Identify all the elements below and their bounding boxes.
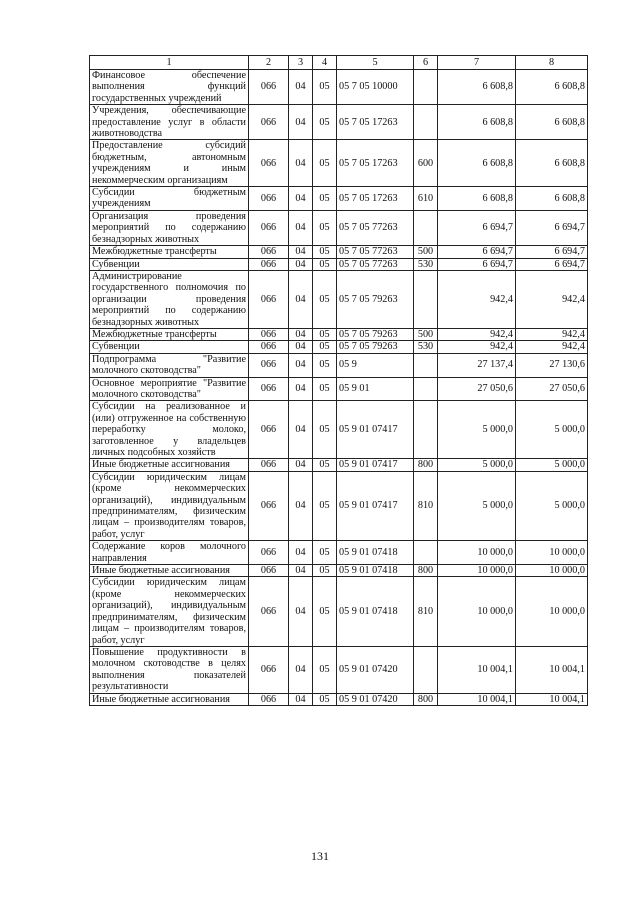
target-article-code: 05 9 01 07420 bbox=[337, 646, 414, 693]
amount-year-1: 6 694,7 bbox=[438, 246, 516, 258]
table-row bbox=[90, 693, 588, 705]
amount-year-2: 6 608,8 bbox=[516, 187, 588, 211]
expense-type-code: 800 bbox=[414, 459, 438, 471]
subsection-code: 05 bbox=[313, 328, 337, 340]
amount-year-2: 6 608,8 bbox=[516, 70, 588, 105]
ministry-code: 066 bbox=[249, 70, 289, 105]
table-row bbox=[90, 646, 588, 693]
expenditure-name: Основное мероприятие "Развитие молочного скотоводства" bbox=[90, 377, 249, 401]
section-code: 04 bbox=[289, 693, 313, 705]
subsection-code: 05 bbox=[313, 471, 337, 540]
expenditure-name: Межбюджетные трансферты bbox=[90, 328, 249, 340]
expense-type-code: 800 bbox=[414, 565, 438, 577]
ministry-code: 066 bbox=[249, 459, 289, 471]
table-row bbox=[90, 187, 588, 211]
section-code: 04 bbox=[289, 459, 313, 471]
expenditure-name: Организация проведения мероприятий по содержанию безнадзорных животных bbox=[90, 210, 249, 245]
ministry-code: 066 bbox=[249, 246, 289, 258]
target-article-code: 05 7 05 77263 bbox=[337, 246, 414, 258]
expenditure-name: Субвенции bbox=[90, 258, 249, 270]
subsection-code: 05 bbox=[313, 646, 337, 693]
ministry-code: 066 bbox=[249, 328, 289, 340]
target-article-code: 05 7 05 17263 bbox=[337, 140, 414, 187]
amount-year-1: 10 000,0 bbox=[438, 541, 516, 565]
amount-year-2: 6 694,7 bbox=[516, 210, 588, 245]
target-article-code: 05 9 01 07418 bbox=[337, 577, 414, 646]
expense-type-code bbox=[414, 377, 438, 401]
table-row bbox=[90, 70, 588, 105]
expense-type-code bbox=[414, 541, 438, 565]
expenditure-name: Предоставление субсидий бюджетным, автономным учреждениям и иным некоммерческим организациям bbox=[90, 140, 249, 187]
expense-type-code bbox=[414, 401, 438, 459]
ministry-code: 066 bbox=[249, 541, 289, 565]
column-header: 5 bbox=[337, 56, 414, 70]
amount-year-2: 6 694,7 bbox=[516, 246, 588, 258]
target-article-code: 05 7 05 79263 bbox=[337, 328, 414, 340]
ministry-code: 066 bbox=[249, 401, 289, 459]
target-article-code: 05 7 05 17263 bbox=[337, 105, 414, 140]
amount-year-1: 10 000,0 bbox=[438, 565, 516, 577]
column-header: 8 bbox=[516, 56, 588, 70]
expenditure-name: Содержание коров молочного направления bbox=[90, 541, 249, 565]
expenditure-name: Повышение продуктивности в молочном скотоводстве в целях выполнения показателей результативности bbox=[90, 646, 249, 693]
subsection-code: 05 bbox=[313, 693, 337, 705]
subsection-code: 05 bbox=[313, 341, 337, 353]
subsection-code: 05 bbox=[313, 577, 337, 646]
amount-year-2: 10 004,1 bbox=[516, 646, 588, 693]
section-code: 04 bbox=[289, 377, 313, 401]
subsection-code: 05 bbox=[313, 459, 337, 471]
ministry-code: 066 bbox=[249, 577, 289, 646]
column-header: 6 bbox=[414, 56, 438, 70]
amount-year-1: 10 004,1 bbox=[438, 693, 516, 705]
column-header: 3 bbox=[289, 56, 313, 70]
subsection-code: 05 bbox=[313, 70, 337, 105]
target-article-code: 05 9 01 bbox=[337, 377, 414, 401]
ministry-code: 066 bbox=[249, 565, 289, 577]
table-body bbox=[90, 70, 588, 706]
section-code: 04 bbox=[289, 471, 313, 540]
amount-year-2: 6 608,8 bbox=[516, 140, 588, 187]
target-article-code: 05 9 01 07417 bbox=[337, 471, 414, 540]
table-row bbox=[90, 541, 588, 565]
section-code: 04 bbox=[289, 328, 313, 340]
amount-year-1: 27 050,6 bbox=[438, 377, 516, 401]
ministry-code: 066 bbox=[249, 187, 289, 211]
amount-year-1: 5 000,0 bbox=[438, 401, 516, 459]
target-article-code: 05 9 01 07418 bbox=[337, 541, 414, 565]
amount-year-1: 27 137,4 bbox=[438, 353, 516, 377]
section-code: 04 bbox=[289, 70, 313, 105]
amount-year-1: 6 694,7 bbox=[438, 210, 516, 245]
ministry-code: 066 bbox=[249, 140, 289, 187]
subsection-code: 05 bbox=[313, 353, 337, 377]
expenditure-name: Финансовое обеспечение выполнения функций государственных учреждений bbox=[90, 70, 249, 105]
table-row bbox=[90, 471, 588, 540]
target-article-code: 05 9 01 07418 bbox=[337, 565, 414, 577]
section-code: 04 bbox=[289, 646, 313, 693]
target-article-code: 05 7 05 17263 bbox=[337, 187, 414, 211]
budget-table bbox=[89, 55, 588, 706]
ministry-code: 066 bbox=[249, 258, 289, 270]
amount-year-1: 10 004,1 bbox=[438, 646, 516, 693]
table-row bbox=[90, 577, 588, 646]
expense-type-code: 600 bbox=[414, 140, 438, 187]
expense-type-code bbox=[414, 70, 438, 105]
subsection-code: 05 bbox=[313, 140, 337, 187]
amount-year-1: 942,4 bbox=[438, 341, 516, 353]
ministry-code: 066 bbox=[249, 270, 289, 328]
section-code: 04 bbox=[289, 401, 313, 459]
table-row bbox=[90, 270, 588, 328]
amount-year-2: 10 000,0 bbox=[516, 541, 588, 565]
ministry-code: 066 bbox=[249, 341, 289, 353]
column-header: 1 bbox=[90, 56, 249, 70]
subsection-code: 05 bbox=[313, 105, 337, 140]
section-code: 04 bbox=[289, 353, 313, 377]
table-row bbox=[90, 105, 588, 140]
amount-year-2: 6 608,8 bbox=[516, 105, 588, 140]
section-code: 04 bbox=[289, 258, 313, 270]
amount-year-1: 5 000,0 bbox=[438, 471, 516, 540]
ministry-code: 066 bbox=[249, 693, 289, 705]
expense-type-code bbox=[414, 270, 438, 328]
amount-year-1: 6 608,8 bbox=[438, 140, 516, 187]
expense-type-code: 500 bbox=[414, 328, 438, 340]
section-code: 04 bbox=[289, 140, 313, 187]
expenditure-name: Субсидии юридическим лицам (кроме некоммерческих организаций), индивидуальным предпринимателям, физическим лицам – производителям товаров, работ, услуг bbox=[90, 577, 249, 646]
amount-year-2: 10 000,0 bbox=[516, 565, 588, 577]
table-row bbox=[90, 377, 588, 401]
target-article-code: 05 7 05 79263 bbox=[337, 270, 414, 328]
target-article-code: 05 7 05 79263 bbox=[337, 341, 414, 353]
amount-year-1: 942,4 bbox=[438, 328, 516, 340]
target-article-code: 05 9 bbox=[337, 353, 414, 377]
section-code: 04 bbox=[289, 270, 313, 328]
target-article-code: 05 9 01 07420 bbox=[337, 693, 414, 705]
table-row bbox=[90, 140, 588, 187]
section-code: 04 bbox=[289, 541, 313, 565]
expenditure-name: Субсидии на реализованное и (или) отгруженное на собственную переработку молоко, заготовленное у владельцев личных подсобных хозяйств bbox=[90, 401, 249, 459]
target-article-code: 05 7 05 77263 bbox=[337, 258, 414, 270]
expense-type-code bbox=[414, 105, 438, 140]
expense-type-code: 610 bbox=[414, 187, 438, 211]
amount-year-2: 942,4 bbox=[516, 341, 588, 353]
amount-year-2: 27 130,6 bbox=[516, 353, 588, 377]
amount-year-2: 6 694,7 bbox=[516, 258, 588, 270]
amount-year-1: 5 000,0 bbox=[438, 459, 516, 471]
table-row bbox=[90, 258, 588, 270]
expenditure-name: Межбюджетные трансферты bbox=[90, 246, 249, 258]
expenditure-name: Подпрограмма "Развитие молочного скотоводства" bbox=[90, 353, 249, 377]
amount-year-1: 6 608,8 bbox=[438, 70, 516, 105]
amount-year-2: 942,4 bbox=[516, 328, 588, 340]
section-code: 04 bbox=[289, 341, 313, 353]
target-article-code: 05 7 05 77263 bbox=[337, 210, 414, 245]
expense-type-code bbox=[414, 210, 438, 245]
table-row bbox=[90, 401, 588, 459]
expense-type-code bbox=[414, 646, 438, 693]
expense-type-code: 810 bbox=[414, 577, 438, 646]
expense-type-code: 800 bbox=[414, 693, 438, 705]
column-header: 2 bbox=[249, 56, 289, 70]
table-row bbox=[90, 328, 588, 340]
amount-year-2: 5 000,0 bbox=[516, 401, 588, 459]
expenditure-name: Иные бюджетные ассигнования bbox=[90, 459, 249, 471]
amount-year-2: 10 000,0 bbox=[516, 577, 588, 646]
subsection-code: 05 bbox=[313, 401, 337, 459]
amount-year-2: 5 000,0 bbox=[516, 471, 588, 540]
expense-type-code: 500 bbox=[414, 246, 438, 258]
amount-year-1: 6 608,8 bbox=[438, 105, 516, 140]
expenditure-name: Субсидии бюджетным учреждениям bbox=[90, 187, 249, 211]
column-header: 7 bbox=[438, 56, 516, 70]
ministry-code: 066 bbox=[249, 471, 289, 540]
table-row bbox=[90, 565, 588, 577]
subsection-code: 05 bbox=[313, 270, 337, 328]
expenditure-name: Администрирование государственного полномочия по организации проведения мероприятий по содержанию безнадзорных животных bbox=[90, 270, 249, 328]
table-row bbox=[90, 341, 588, 353]
subsection-code: 05 bbox=[313, 541, 337, 565]
target-article-code: 05 9 01 07417 bbox=[337, 459, 414, 471]
amount-year-2: 942,4 bbox=[516, 270, 588, 328]
table-row bbox=[90, 210, 588, 245]
page-number: 131 bbox=[311, 849, 329, 863]
amount-year-1: 942,4 bbox=[438, 270, 516, 328]
expenditure-name: Иные бюджетные ассигнования bbox=[90, 693, 249, 705]
subsection-code: 05 bbox=[313, 187, 337, 211]
subsection-code: 05 bbox=[313, 565, 337, 577]
amount-year-1: 6 694,7 bbox=[438, 258, 516, 270]
section-code: 04 bbox=[289, 565, 313, 577]
amount-year-2: 5 000,0 bbox=[516, 459, 588, 471]
expenditure-name: Иные бюджетные ассигнования bbox=[90, 565, 249, 577]
expense-type-code: 530 bbox=[414, 341, 438, 353]
section-code: 04 bbox=[289, 210, 313, 245]
section-code: 04 bbox=[289, 187, 313, 211]
expense-type-code: 810 bbox=[414, 471, 438, 540]
ministry-code: 066 bbox=[249, 210, 289, 245]
table-row bbox=[90, 459, 588, 471]
expenditure-name: Субвенции bbox=[90, 341, 249, 353]
subsection-code: 05 bbox=[313, 258, 337, 270]
subsection-code: 05 bbox=[313, 210, 337, 245]
section-code: 04 bbox=[289, 105, 313, 140]
ministry-code: 066 bbox=[249, 646, 289, 693]
expenditure-name: Учреждения, обеспечивающие предоставление услуг в области животноводства bbox=[90, 105, 249, 140]
section-code: 04 bbox=[289, 246, 313, 258]
target-article-code: 05 9 01 07417 bbox=[337, 401, 414, 459]
expense-type-code bbox=[414, 353, 438, 377]
section-code: 04 bbox=[289, 577, 313, 646]
table-row bbox=[90, 353, 588, 377]
column-header: 4 bbox=[313, 56, 337, 70]
ministry-code: 066 bbox=[249, 105, 289, 140]
amount-year-1: 6 608,8 bbox=[438, 187, 516, 211]
ministry-code: 066 bbox=[249, 353, 289, 377]
amount-year-1: 10 000,0 bbox=[438, 577, 516, 646]
amount-year-2: 10 004,1 bbox=[516, 693, 588, 705]
amount-year-2: 27 050,6 bbox=[516, 377, 588, 401]
subsection-code: 05 bbox=[313, 246, 337, 258]
expenditure-name: Субсидии юридическим лицам (кроме некоммерческих организаций), индивидуальным предпринимателям, физическим лицам – производителям товаров, работ, услуг bbox=[90, 471, 249, 540]
subsection-code: 05 bbox=[313, 377, 337, 401]
table-header-row bbox=[90, 56, 588, 70]
table-row bbox=[90, 246, 588, 258]
expense-type-code: 530 bbox=[414, 258, 438, 270]
ministry-code: 066 bbox=[249, 377, 289, 401]
target-article-code: 05 7 05 10000 bbox=[337, 70, 414, 105]
